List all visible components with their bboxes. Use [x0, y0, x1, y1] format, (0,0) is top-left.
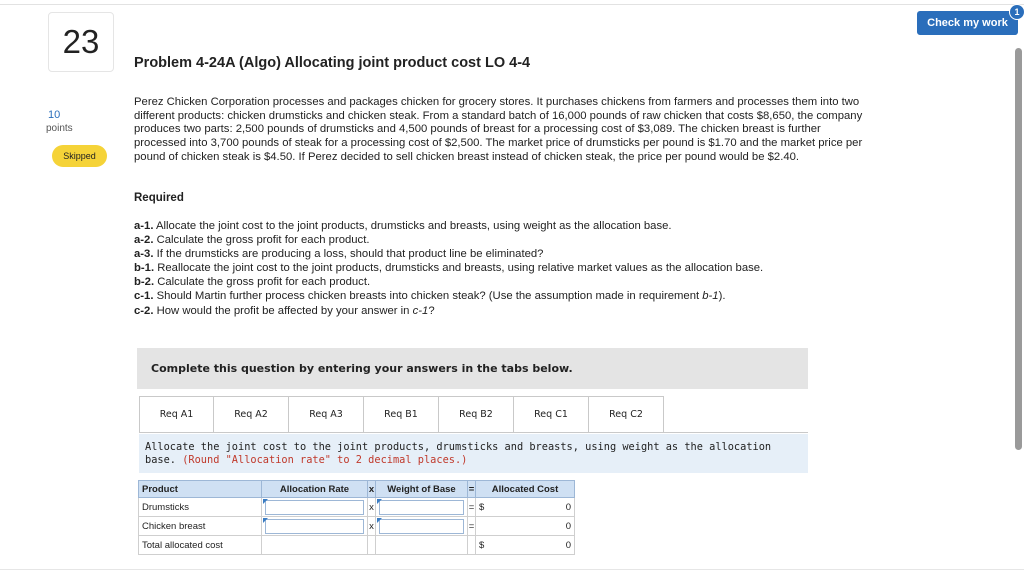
- breast-allocated-cost: [476, 517, 575, 536]
- points-value: 10: [48, 109, 61, 121]
- requirements-list: [134, 219, 874, 318]
- currency-symbol: $: [479, 539, 485, 551]
- equals-sign: =: [468, 517, 476, 536]
- breast-rate-input[interactable]: [265, 519, 364, 534]
- requirement-item: c-2. How would the profit be affected by your answer in c-1?: [134, 304, 435, 317]
- header-equals: =: [468, 481, 476, 498]
- tab-req-b1[interactable]: Req B1: [364, 396, 439, 433]
- empty-cell: [262, 536, 368, 555]
- times-sign: x: [368, 498, 376, 517]
- breast-weight-cell[interactable]: [376, 517, 468, 536]
- requirement-item: b-2. Calculate the gross profit for each product.: [134, 276, 371, 289]
- row-product-label: Drumsticks: [139, 498, 262, 517]
- tab-instruction: Allocate the joint cost to the joint products, drumsticks and breasts, using weight as the allocation base. (Round "Allocation rate" to 2 decimal places.): [139, 434, 808, 473]
- drumsticks-weight-cell[interactable]: [376, 498, 468, 517]
- allocation-table: [138, 480, 575, 555]
- requirement-item: a-2. Calculate the gross profit for each product.: [134, 234, 370, 247]
- allocated-value: 0: [565, 520, 571, 532]
- bottom-divider: [0, 569, 1024, 570]
- tab-req-c1[interactable]: Req C1: [514, 396, 589, 433]
- header-weight-of-base: Weight of Base: [376, 481, 468, 498]
- drumsticks-rate-cell[interactable]: [262, 498, 368, 517]
- table-row: [139, 498, 575, 517]
- check-count-badge: 1: [1009, 4, 1024, 20]
- breast-rate-cell[interactable]: [262, 517, 368, 536]
- currency-symbol: $: [479, 501, 485, 513]
- requirement-item: a-3. If the drumsticks are producing a loss, should that product line be eliminated?: [134, 248, 544, 261]
- total-allocated-cost: [476, 536, 575, 555]
- problem-text: Perez Chicken Corporation processes and packages chicken for grocery stores. It purchases chickens from farmers and processes them into two different products: chicken drumsticks and chicken steak. From a standard batch of 16,000 pounds of raw chicken that costs $8,650, the company produces two parts: 2,500 pounds of drumsticks and 4,500 pounds of breast for a processing cost of $3,089. The chicken breast is further processed into 3,700 pounds of steak for a processing cost of $2,500. The market price of drumsticks per pound is $1.70 and the market price per pound of chicken steak is $4.50. If Perez decided to sell chicken breast instead of chicken steak, the price per pound would be $2.40.: [134, 96, 863, 163]
- tab-req-a3[interactable]: Req A3: [289, 396, 364, 433]
- check-my-work-label: Check my work: [927, 17, 1008, 29]
- header-product: Product: [139, 481, 262, 498]
- tab-req-c2[interactable]: Req C2: [589, 396, 664, 433]
- header-times: x: [368, 481, 376, 498]
- requirement-item: b-1. Reallocate the joint cost to the joint products, drumsticks and breasts, using relative market values as the allocation base.: [134, 262, 764, 275]
- times-sign: x: [368, 517, 376, 536]
- top-divider: [0, 4, 1024, 5]
- requirement-item: c-1. Should Martin further process chicken breasts into chicken steak? (Use the assumption made in requirement b-1).: [134, 290, 726, 303]
- required-heading: Required: [134, 192, 184, 204]
- drumsticks-weight-input[interactable]: [379, 500, 464, 515]
- header-allocation-rate: Allocation Rate: [262, 481, 368, 498]
- problem-title: Problem 4-24A (Algo) Allocating joint product cost LO 4-4: [134, 55, 531, 71]
- status-badge: Skipped: [52, 145, 107, 167]
- table-row: [139, 517, 575, 536]
- empty-cell: [468, 536, 476, 555]
- allocated-value: 0: [565, 539, 571, 551]
- empty-cell: [376, 536, 468, 555]
- page-scrollbar[interactable]: [1015, 48, 1022, 450]
- table-header-row: [139, 481, 575, 498]
- requirement-item: a-1. Allocate the joint cost to the joint products, drumsticks and breasts, using weight as the allocation base.: [134, 220, 672, 232]
- question-number: 23: [48, 12, 114, 72]
- empty-cell: [368, 536, 376, 555]
- allocated-value: 0: [565, 501, 571, 513]
- row-product-label: Total allocated cost: [139, 536, 262, 555]
- breast-weight-input[interactable]: [379, 519, 464, 534]
- row-product-label: Chicken breast: [139, 517, 262, 536]
- points-label: points: [46, 123, 73, 134]
- header-allocated-cost: Allocated Cost: [476, 481, 575, 498]
- tab-req-b2[interactable]: Req B2: [439, 396, 514, 433]
- check-my-work-button[interactable]: [917, 11, 1018, 35]
- complete-question-banner: Complete this question by entering your answers in the tabs below.: [137, 348, 808, 389]
- tabs-divider: [139, 432, 808, 433]
- rounding-note: (Round "Allocation rate" to 2 decimal places.): [182, 454, 468, 466]
- drumsticks-allocated-cost: [476, 498, 575, 517]
- table-row: [139, 536, 575, 555]
- equals-sign: =: [468, 498, 476, 517]
- tab-req-a2[interactable]: Req A2: [214, 396, 289, 433]
- requirement-tabs: [139, 396, 664, 433]
- tab-req-a1[interactable]: Req A1: [139, 396, 214, 433]
- drumsticks-rate-input[interactable]: [265, 500, 364, 515]
